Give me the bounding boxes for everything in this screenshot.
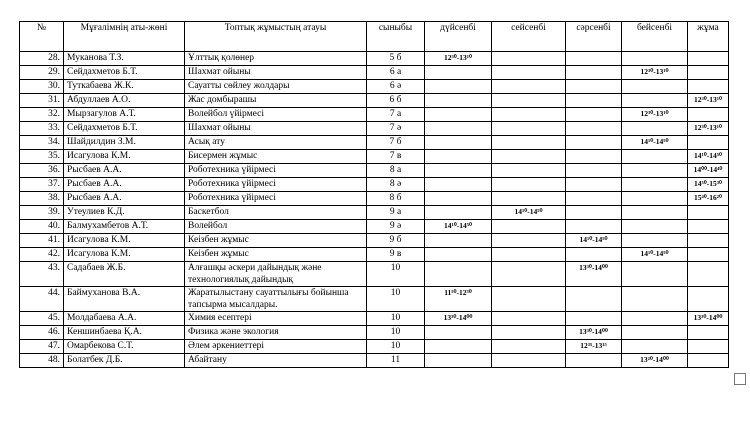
wednesday-time	[566, 220, 622, 234]
header-row	[20, 22, 729, 52]
wednesday-time	[566, 150, 622, 164]
thursday-time	[622, 262, 688, 287]
activity-name: Роботехника үйірмесі	[185, 178, 367, 192]
activity-name: Шахмат ойыны	[185, 122, 367, 136]
thursday-time	[622, 164, 688, 178]
thursday-time: 14¹⁰-14⁵⁰	[622, 248, 688, 262]
header-teacher: Мұғалімнің аты-жөні	[64, 22, 185, 52]
table-row	[20, 136, 729, 150]
table-body	[20, 52, 729, 368]
tuesday-time	[492, 66, 566, 80]
tuesday-time	[492, 52, 566, 66]
table-row	[20, 220, 729, 234]
row-number: 42.	[20, 248, 64, 262]
friday-time: 15⁴⁰-16²⁰	[688, 192, 729, 206]
wednesday-time	[566, 206, 622, 220]
tuesday-time	[492, 150, 566, 164]
wednesday-time	[566, 178, 622, 192]
wednesday-time	[566, 80, 622, 94]
thursday-time	[622, 192, 688, 206]
header-activity: Топтық жұмыстың атауы	[185, 22, 367, 52]
tuesday-time	[492, 287, 566, 312]
tuesday-time	[492, 164, 566, 178]
thursday-time	[622, 122, 688, 136]
tuesday-time	[492, 192, 566, 206]
table-row	[20, 192, 729, 206]
table-row	[20, 122, 729, 136]
header-tuesday: сейсенбі	[492, 22, 566, 52]
thursday-time	[622, 52, 688, 66]
table-row	[20, 326, 729, 340]
table-row	[20, 287, 729, 312]
wednesday-time: 12³⁵-13¹⁵	[566, 340, 622, 354]
grade: 10	[367, 326, 425, 340]
friday-time	[688, 80, 729, 94]
friday-time: 14⁰⁰-14⁴⁰	[688, 164, 729, 178]
wednesday-time	[566, 108, 622, 122]
thursday-time	[622, 150, 688, 164]
grade: 9 а	[367, 206, 425, 220]
table-row	[20, 66, 729, 80]
friday-time	[688, 262, 729, 287]
monday-time	[425, 80, 492, 94]
table-row	[20, 150, 729, 164]
row-number: 45.	[20, 312, 64, 326]
grade: 7 ә	[367, 122, 425, 136]
schedule-table-wrapper	[19, 21, 729, 368]
teacher-name: Болатбек Д.Б.	[64, 354, 185, 368]
monday-time	[425, 150, 492, 164]
grade: 8 ә	[367, 178, 425, 192]
friday-time: 12³⁰-13¹⁰	[688, 122, 729, 136]
thursday-time	[622, 206, 688, 220]
wednesday-time: 14¹⁰-14⁵⁰	[566, 234, 622, 248]
activity-name: Жаратылыстану сауаттылығы бойынша тапсырма мысалдары.	[185, 287, 367, 312]
teacher-name: Баймуханова В.А.	[64, 287, 185, 312]
tuesday-time	[492, 234, 566, 248]
thursday-time	[622, 312, 688, 326]
grade: 6 а	[367, 66, 425, 80]
page-corner-handle[interactable]	[734, 373, 746, 385]
grade: 10	[367, 262, 425, 287]
activity-name: Сауатты сөйлеу жолдары	[185, 80, 367, 94]
tuesday-time	[492, 220, 566, 234]
activity-name: Әлем әркениеттері	[185, 340, 367, 354]
row-number: 46.	[20, 326, 64, 340]
activity-name: Бисермен жұмыс	[185, 150, 367, 164]
table-row	[20, 80, 729, 94]
grade: 9 б	[367, 234, 425, 248]
table-row	[20, 262, 729, 287]
monday-time	[425, 122, 492, 136]
header-friday: жұма	[688, 22, 729, 52]
monday-time	[425, 234, 492, 248]
activity-name: Физика және экология	[185, 326, 367, 340]
row-number: 35.	[20, 150, 64, 164]
grade: 8 б	[367, 192, 425, 206]
grade: 7 в	[367, 150, 425, 164]
thursday-time: 14¹⁰-14⁵⁰	[622, 136, 688, 150]
friday-time	[688, 206, 729, 220]
row-number: 29.	[20, 66, 64, 80]
schedule-table	[19, 21, 729, 368]
friday-time: 13³⁰-14⁰⁰	[688, 312, 729, 326]
teacher-name: Мырзагулов А.Т.	[64, 108, 185, 122]
activity-name: Роботехника үйірмесі	[185, 192, 367, 206]
grade: 9 в	[367, 248, 425, 262]
tuesday-time	[492, 248, 566, 262]
wednesday-time	[566, 94, 622, 108]
teacher-name: Молдабаева А.А.	[64, 312, 185, 326]
monday-time	[425, 192, 492, 206]
monday-time	[425, 108, 492, 122]
teacher-name: Сейдахметов Б.Т.	[64, 122, 185, 136]
monday-time	[425, 66, 492, 80]
row-number: 37.	[20, 178, 64, 192]
teacher-name: Омарбекова С.Т.	[64, 340, 185, 354]
row-number: 28.	[20, 52, 64, 66]
tuesday-time	[492, 326, 566, 340]
friday-time	[688, 354, 729, 368]
tuesday-time	[492, 340, 566, 354]
teacher-name: Исагулова К.М.	[64, 234, 185, 248]
activity-name: Волейбол үйірмесі	[185, 108, 367, 122]
thursday-time	[622, 287, 688, 312]
wednesday-time	[566, 122, 622, 136]
activity-name: Абайтану	[185, 354, 367, 368]
teacher-name: Туткабаева Ж.К.	[64, 80, 185, 94]
thursday-time	[622, 340, 688, 354]
wednesday-time	[566, 52, 622, 66]
tuesday-time	[492, 262, 566, 287]
teacher-name: Балмухамбетов А.Т.	[64, 220, 185, 234]
teacher-name: Исагулова К.М.	[64, 248, 185, 262]
wednesday-time	[566, 287, 622, 312]
activity-name: Роботехника үйірмесі	[185, 164, 367, 178]
monday-time: 11⁵⁰-12³⁰	[425, 287, 492, 312]
friday-time: 12³⁰-13¹⁰	[688, 94, 729, 108]
friday-time	[688, 234, 729, 248]
thursday-time: 12³⁰-13¹⁰	[622, 66, 688, 80]
tuesday-time	[492, 354, 566, 368]
friday-time	[688, 136, 729, 150]
row-number: 33.	[20, 122, 64, 136]
tuesday-time	[492, 94, 566, 108]
grade: 8 а	[367, 164, 425, 178]
tuesday-time: 14¹⁰-14⁵⁰	[492, 206, 566, 220]
thursday-time	[622, 94, 688, 108]
grade: 9 ә	[367, 220, 425, 234]
row-number: 40.	[20, 220, 64, 234]
monday-time	[425, 164, 492, 178]
table-row	[20, 164, 729, 178]
wednesday-time	[566, 164, 622, 178]
activity-name: Шахмат ойыны	[185, 66, 367, 80]
row-number: 31.	[20, 94, 64, 108]
monday-time	[425, 354, 492, 368]
header-monday: дүйсенбі	[425, 22, 492, 52]
table-row	[20, 340, 729, 354]
activity-name: Жас домбырашы	[185, 94, 367, 108]
table-row	[20, 178, 729, 192]
table-row	[20, 354, 729, 368]
header-number: №	[20, 22, 64, 52]
table-row	[20, 94, 729, 108]
header-wednesday: сәрсенбі	[566, 22, 622, 52]
tuesday-time	[492, 136, 566, 150]
wednesday-time: 13³⁰-14⁰⁰	[566, 262, 622, 287]
activity-name: Асық ату	[185, 136, 367, 150]
thursday-time: 13²⁰-14⁰⁰	[622, 354, 688, 368]
wednesday-time	[566, 248, 622, 262]
teacher-name: Абдуллаев А.О.	[64, 94, 185, 108]
friday-time	[688, 66, 729, 80]
grade: 5 б	[367, 52, 425, 66]
activity-name: Алғашқы әскери дайындық және технологиялық дайындық	[185, 262, 367, 287]
teacher-name: Исагулова К.М.	[64, 150, 185, 164]
friday-time: 14¹⁰-14⁵⁰	[688, 150, 729, 164]
row-number: 43.	[20, 262, 64, 287]
grade: 10	[367, 340, 425, 354]
monday-time	[425, 206, 492, 220]
thursday-time: 12³⁰-13¹⁰	[622, 108, 688, 122]
activity-name: Баскетбол	[185, 206, 367, 220]
monday-time	[425, 136, 492, 150]
monday-time	[425, 326, 492, 340]
row-number: 41.	[20, 234, 64, 248]
table-row	[20, 52, 729, 66]
teacher-name: Садабаев Ж.Б.	[64, 262, 185, 287]
monday-time	[425, 94, 492, 108]
row-number: 47.	[20, 340, 64, 354]
thursday-time	[622, 178, 688, 192]
monday-time	[425, 248, 492, 262]
grade: 7 б	[367, 136, 425, 150]
wednesday-time: 13³⁰-14⁰⁰	[566, 326, 622, 340]
wednesday-time	[566, 192, 622, 206]
row-number: 36.	[20, 164, 64, 178]
table-row	[20, 234, 729, 248]
grade: 7 а	[367, 108, 425, 122]
teacher-name: Рысбаев А.А.	[64, 164, 185, 178]
teacher-name: Сейдахметов Б.Т.	[64, 66, 185, 80]
row-number: 44.	[20, 287, 64, 312]
activity-name: Химия есептері	[185, 312, 367, 326]
row-number: 38.	[20, 192, 64, 206]
tuesday-time	[492, 312, 566, 326]
friday-time	[688, 52, 729, 66]
friday-time	[688, 326, 729, 340]
grade: 11	[367, 354, 425, 368]
activity-name: Кеізбен жұмыс	[185, 234, 367, 248]
grade: 6 ә	[367, 80, 425, 94]
tuesday-time	[492, 108, 566, 122]
activity-name: Ұлттық қолөнер	[185, 52, 367, 66]
table-row	[20, 248, 729, 262]
teacher-name: Рысбаев А.А.	[64, 178, 185, 192]
grade: 10	[367, 312, 425, 326]
activity-name: Кеізбен жұмыс	[185, 248, 367, 262]
friday-time	[688, 220, 729, 234]
friday-time	[688, 287, 729, 312]
monday-time: 14¹⁰-14⁵⁰	[425, 220, 492, 234]
grade: 10	[367, 287, 425, 312]
tuesday-time	[492, 80, 566, 94]
header-thursday: бейсенбі	[622, 22, 688, 52]
teacher-name: Муканова Т.З.	[64, 52, 185, 66]
wednesday-time	[566, 354, 622, 368]
row-number: 34.	[20, 136, 64, 150]
table-row	[20, 108, 729, 122]
teacher-name: Шайдилдин З.М.	[64, 136, 185, 150]
teacher-name: Кеншинбаева Қ.А.	[64, 326, 185, 340]
monday-time	[425, 340, 492, 354]
teacher-name: Рысбаев А.А.	[64, 192, 185, 206]
teacher-name: Утеулиев К.Д.	[64, 206, 185, 220]
row-number: 30.	[20, 80, 64, 94]
thursday-time	[622, 80, 688, 94]
monday-time: 12³⁰-13¹⁰	[425, 52, 492, 66]
row-number: 39.	[20, 206, 64, 220]
header-grade: сыныбы	[367, 22, 425, 52]
thursday-time	[622, 220, 688, 234]
table-row	[20, 312, 729, 326]
tuesday-time	[492, 178, 566, 192]
wednesday-time	[566, 136, 622, 150]
tuesday-time	[492, 122, 566, 136]
monday-time	[425, 178, 492, 192]
table-row	[20, 206, 729, 220]
thursday-time	[622, 234, 688, 248]
monday-time: 13³⁰-14⁰⁰	[425, 312, 492, 326]
row-number: 32.	[20, 108, 64, 122]
wednesday-time	[566, 312, 622, 326]
friday-time	[688, 248, 729, 262]
activity-name: Волейбол	[185, 220, 367, 234]
friday-time	[688, 108, 729, 122]
monday-time	[425, 262, 492, 287]
friday-time: 14⁵⁰-15³⁰	[688, 178, 729, 192]
grade: 6 б	[367, 94, 425, 108]
wednesday-time	[566, 66, 622, 80]
thursday-time	[622, 326, 688, 340]
row-number: 48.	[20, 354, 64, 368]
friday-time	[688, 340, 729, 354]
